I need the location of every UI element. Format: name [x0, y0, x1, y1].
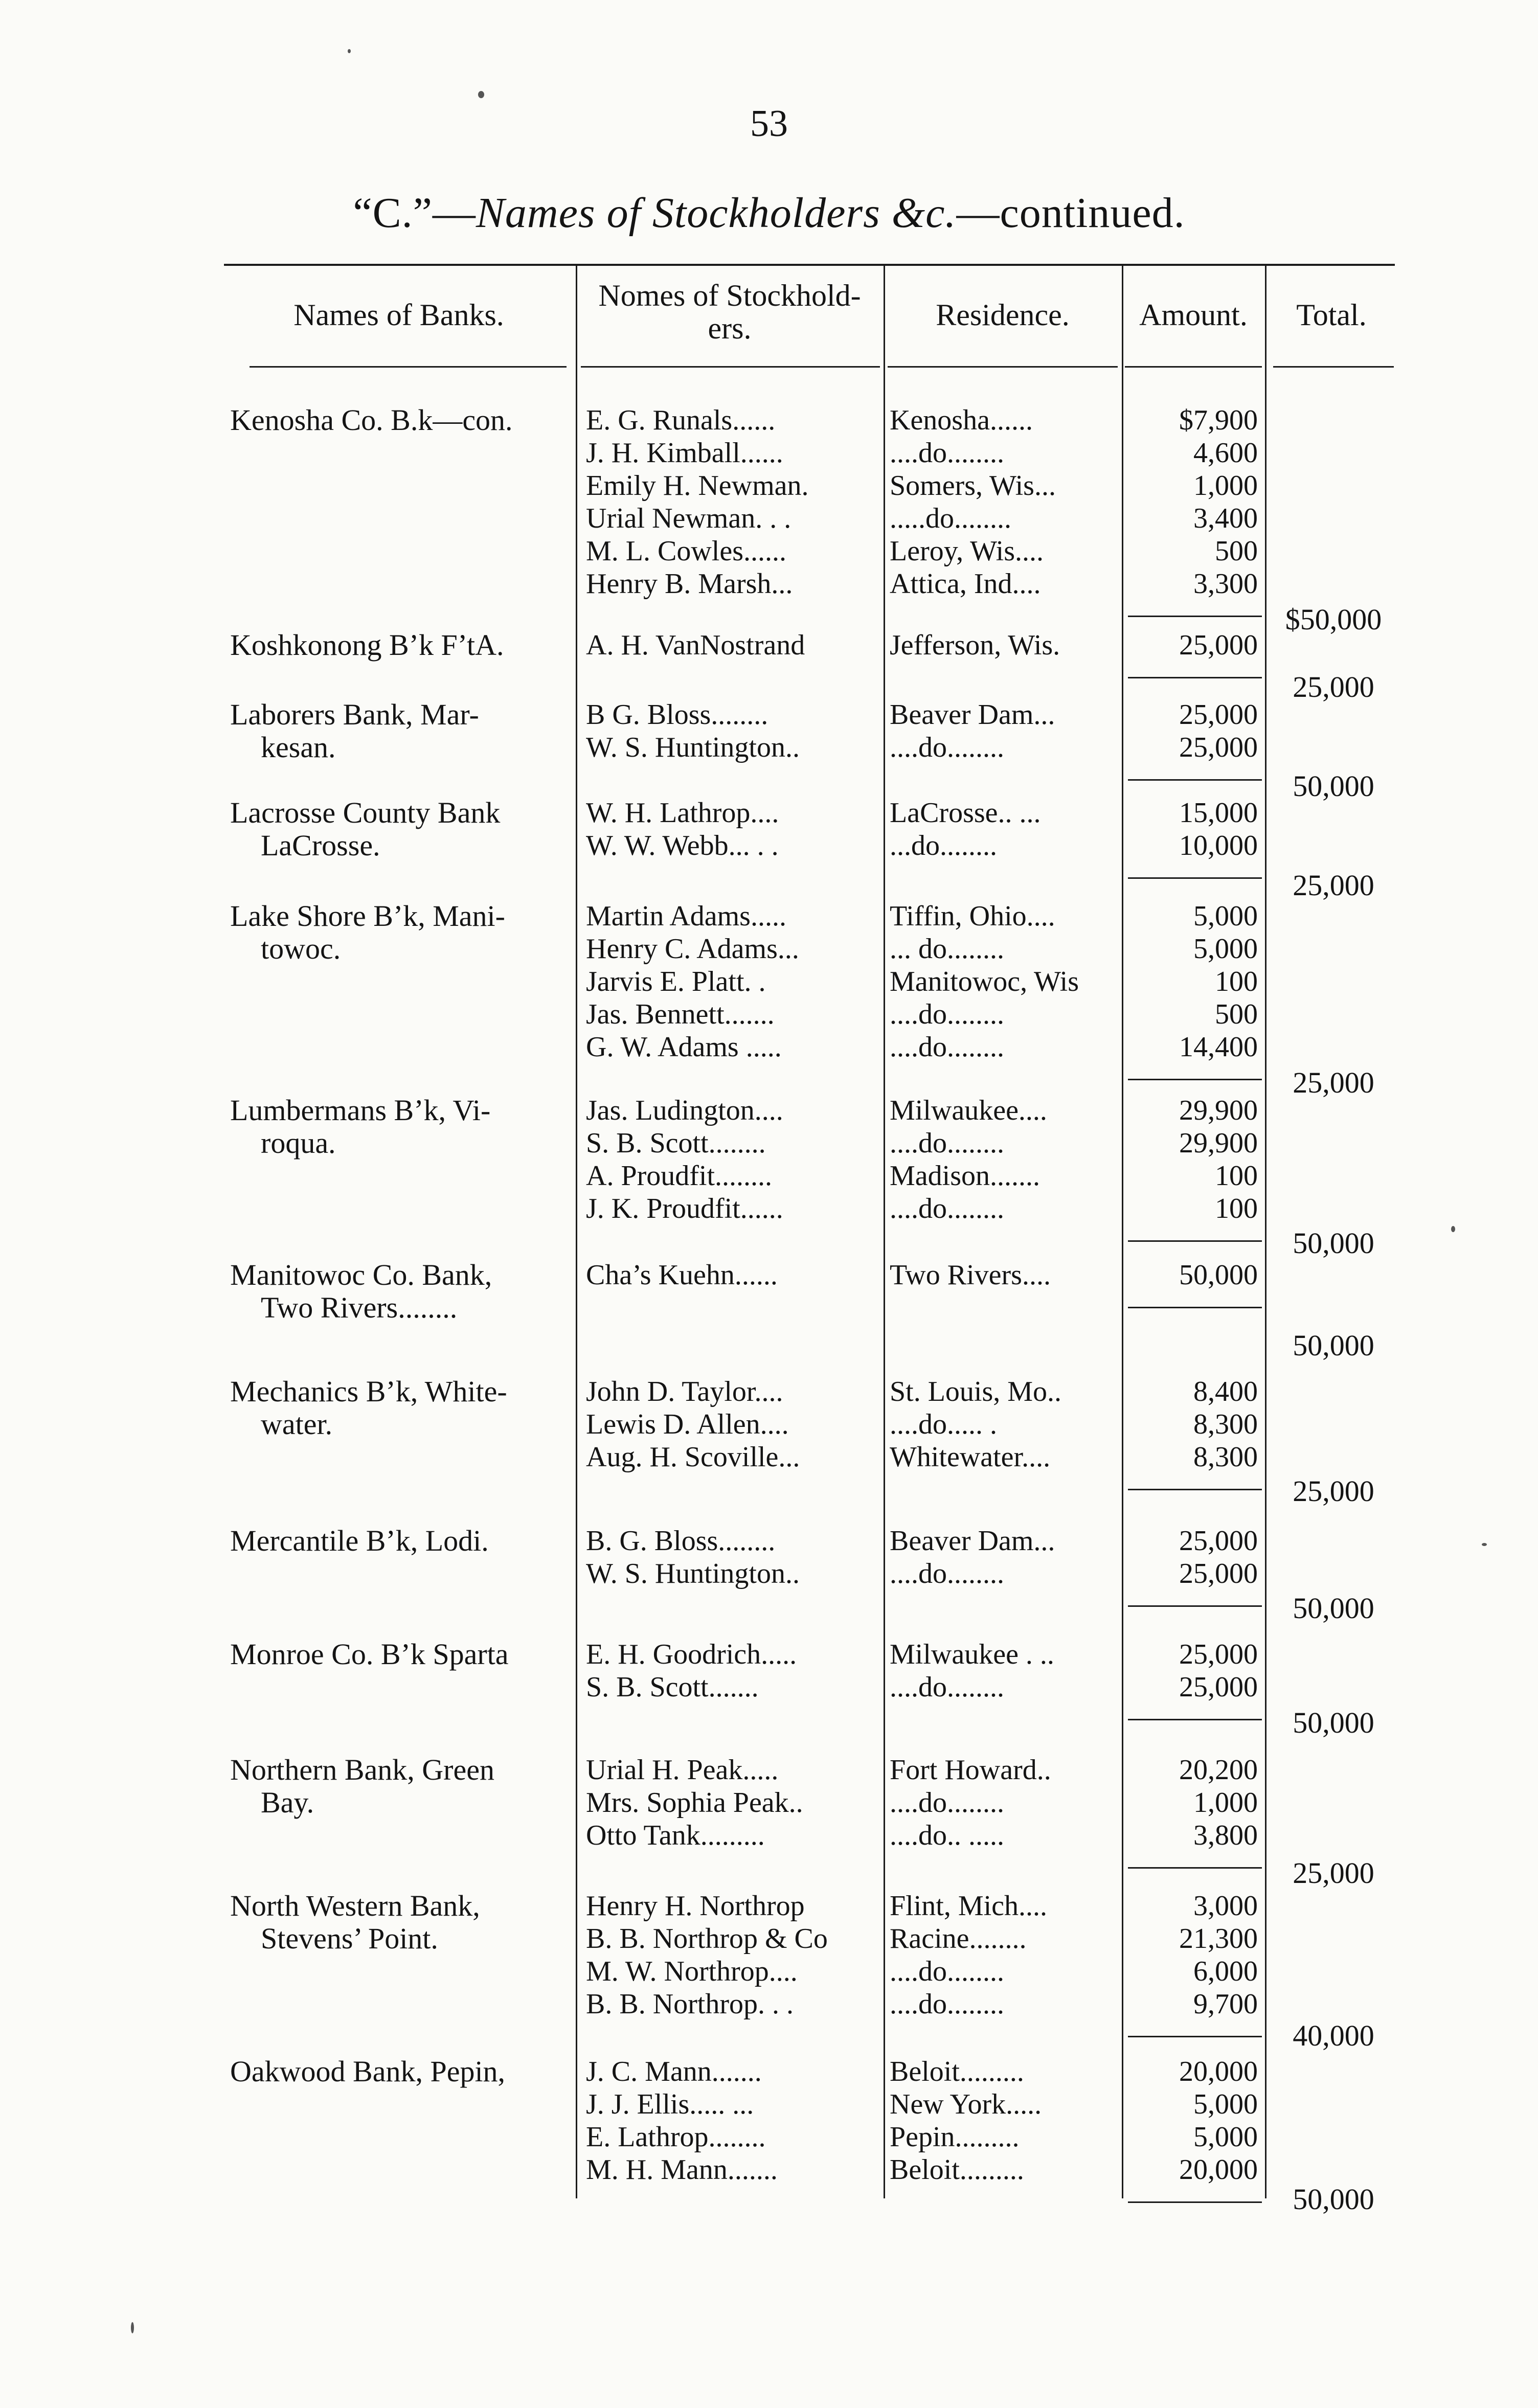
residence: Jefferson, Wis. [890, 629, 1060, 661]
stockholder-name: Urial H. Peak..... [586, 1754, 779, 1786]
scan-speck [1482, 1543, 1487, 1546]
bank-name [230, 1890, 573, 1955]
bank-name-line: Laborers Bank, Mar- [230, 698, 479, 731]
residence: Attica, Ind.... [890, 568, 1041, 600]
amount-subtotal-rule [1128, 1079, 1262, 1080]
stockholder-name: J. C. Mann....... [586, 2056, 762, 2087]
amount-subtotal-rule [1128, 616, 1262, 617]
stockholder-name: E. H. Goodrich..... [586, 1639, 797, 1670]
header-bottom-rule-amount [1125, 366, 1262, 368]
bank-name-line: Koshkonong B’k F’tA. [230, 628, 504, 662]
amount: 20,200 [1179, 1754, 1258, 1786]
stockholder-name: S. B. Scott....... [586, 1671, 759, 1703]
stockholder-name: S. B. Scott........ [586, 1127, 766, 1159]
bank-name-line: water. [261, 1407, 333, 1441]
amount: 50,000 [1179, 1259, 1258, 1291]
stockholder-name: Henry H. Northrop [586, 1890, 805, 1922]
stockholder-name: Otto Tank......... [586, 1820, 765, 1851]
stockholder-name: Martin Adams..... [586, 900, 786, 932]
amount: 10,000 [1179, 830, 1258, 861]
stockholder-name: M. H. Mann....... [586, 2154, 778, 2186]
stockholder-name: Henry B. Marsh... [586, 568, 793, 600]
bank-name-line: kesan. [261, 731, 336, 764]
bank-name-line: Kenosha Co. B.k—con. [230, 403, 513, 437]
stockholder-name: Mrs. Sophia Peak.. [586, 1787, 803, 1819]
amount: 25,000 [1179, 732, 1258, 763]
stockholder-name: Emily H. Newman. [586, 470, 809, 502]
residence: ....do........ [890, 732, 1004, 763]
amount-subtotal-rule [1128, 1240, 1262, 1242]
residence: Beaver Dam... [890, 1525, 1055, 1557]
residence: ....do.. ..... [890, 1820, 1004, 1851]
stockholder-name: J. H. Kimball...... [586, 437, 783, 469]
stockholder-name: Jas. Ludington.... [586, 1095, 783, 1126]
residence: Madison....... [890, 1160, 1040, 1192]
amount: 5,000 [1193, 2121, 1258, 2153]
amount: 21,300 [1179, 1923, 1258, 1955]
residence: ... do........ [890, 933, 1004, 965]
residence: Beloit......... [890, 2154, 1024, 2186]
stockholder-name: E. Lathrop........ [586, 2121, 766, 2153]
header-bottom-rule-bank [250, 366, 567, 368]
bank-name [230, 797, 573, 862]
stockholder-name: A. Proudfit........ [586, 1160, 772, 1192]
residence: ....do........ [890, 437, 1004, 469]
stockholder-name: B. G. Bloss........ [586, 1525, 776, 1557]
residence: Milwaukee . .. [890, 1639, 1054, 1670]
amount: 3,400 [1193, 503, 1258, 534]
residence: Pepin......... [890, 2121, 1020, 2153]
residence: ...do........ [890, 830, 997, 861]
stockholder-name: B. B. Northrop & Co [586, 1923, 828, 1955]
header-bottom-rule-stockholder [581, 366, 880, 368]
bank-name [230, 1259, 573, 1324]
bank-name [230, 1094, 573, 1160]
bank-total: 50,000 [1293, 1329, 1374, 1362]
amount: 3,000 [1193, 1890, 1258, 1922]
residence: Beaver Dam... [890, 699, 1055, 731]
header-residence: Residence. [936, 298, 1070, 332]
bank-total: 50,000 [1293, 769, 1374, 803]
stockholder-name: J. J. Ellis..... ... [586, 2088, 754, 2120]
stockholder-name: B G. Bloss........ [586, 699, 768, 731]
header-top-rule [224, 264, 1395, 266]
bank-total: 50,000 [1293, 2183, 1374, 2216]
bank-name-line: North Western Bank, [230, 1889, 480, 1922]
residence: LaCrosse.. ... [890, 797, 1041, 829]
column-rule-1 [576, 266, 577, 2198]
page-title [0, 188, 1538, 238]
amount: 25,000 [1179, 1525, 1258, 1557]
bank-name-line: LaCrosse. [261, 829, 380, 862]
stockholder-name: Cha’s Kuehn...... [586, 1259, 778, 1291]
bank-total: 25,000 [1293, 1856, 1374, 1890]
bank-name [230, 698, 573, 764]
amount-subtotal-rule [1128, 877, 1262, 879]
bank-name-line: towoc. [261, 932, 341, 965]
amount: 14,400 [1179, 1031, 1258, 1063]
residence: St. Louis, Mo.. [890, 1376, 1062, 1407]
title-prefix: “C.”— [353, 189, 476, 237]
bank-name-line: Two Rivers........ [261, 1291, 458, 1324]
amount: 25,000 [1179, 629, 1258, 661]
amount-subtotal-rule [1128, 1489, 1262, 1490]
residence: ....do........ [890, 1787, 1004, 1819]
bank-total: 25,000 [1293, 869, 1374, 902]
residence: Somers, Wis... [890, 470, 1056, 502]
bank-name-line: Manitowoc Co. Bank, [230, 1258, 492, 1291]
amount: 25,000 [1179, 1671, 1258, 1703]
residence: ....do........ [890, 1127, 1004, 1159]
residence: Whitewater.... [890, 1441, 1051, 1473]
amount: 1,000 [1193, 1787, 1258, 1819]
residence: ....do........ [890, 1956, 1004, 1987]
residence: Leroy, Wis.... [890, 535, 1044, 567]
bank-name [230, 1754, 573, 1819]
bank-name [230, 900, 573, 965]
amount: 6,000 [1193, 1956, 1258, 1987]
stockholder-name: Jas. Bennett....... [586, 998, 775, 1030]
residence: ....do........ [890, 1031, 1004, 1063]
amount: 5,000 [1193, 900, 1258, 932]
amount-subtotal-rule [1128, 1307, 1262, 1308]
scan-speck [1451, 1226, 1455, 1232]
title-italic: Names of Stockholders &c. [476, 189, 957, 237]
amount: $7,900 [1179, 404, 1258, 436]
bank-total: 40,000 [1293, 2019, 1374, 2052]
header-stockholders [576, 279, 884, 345]
amount: 29,900 [1179, 1095, 1258, 1126]
amount: 29,900 [1179, 1127, 1258, 1159]
amount: 5,000 [1193, 2088, 1258, 2120]
amount: 4,600 [1193, 437, 1258, 469]
amount: 8,300 [1193, 1441, 1258, 1473]
residence: Two Rivers.... [890, 1259, 1051, 1291]
amount-subtotal-rule [1128, 1605, 1262, 1607]
residence: ....do........ [890, 1988, 1004, 2020]
residence: ....do........ [890, 1193, 1004, 1224]
amount-subtotal-rule [1128, 779, 1262, 781]
stockholder-name: B. B. Northrop. . . [586, 1988, 794, 2020]
bank-name-line: roqua. [261, 1126, 336, 1160]
stockholder-name: W. W. Webb... . . [586, 830, 779, 861]
stockholder-name: W. S. Huntington.. [586, 732, 800, 763]
residence: Fort Howard.. [890, 1754, 1051, 1786]
bank-name-line: Oakwood Bank, Pepin, [230, 2055, 506, 2088]
bank-name [230, 404, 573, 437]
stockholder-name: E. G. Runals...... [586, 404, 776, 436]
amount: 15,000 [1179, 797, 1258, 829]
stockholder-name: Urial Newman. . . [586, 503, 791, 534]
scan-speck [131, 2322, 134, 2333]
residence: ....do..... . [890, 1409, 997, 1440]
residence: Manitowoc, Wis [890, 966, 1079, 997]
bank-name [230, 1525, 573, 1557]
stockholder-name: John D. Taylor.... [586, 1376, 783, 1407]
bank-name [230, 1638, 573, 1671]
stockholder-name: Jarvis E. Platt. . [586, 966, 766, 997]
bank-total: 50,000 [1293, 1226, 1374, 1260]
residence: Racine........ [890, 1923, 1027, 1955]
amount: 25,000 [1179, 1558, 1258, 1589]
residence: ....do........ [890, 1558, 1004, 1589]
scan-speck [348, 49, 351, 53]
residence: ....do........ [890, 1671, 1004, 1703]
amount: 100 [1215, 966, 1258, 997]
title-suffix: —continued. [956, 189, 1185, 237]
residence: Tiffin, Ohio.... [890, 900, 1055, 932]
amount-subtotal-rule [1128, 2201, 1262, 2203]
bank-name-line: Monroe Co. B’k Sparta [230, 1638, 509, 1671]
amount: 1,000 [1193, 470, 1258, 502]
header-stockholders-line1: Nomes of Stockhold- [598, 279, 861, 312]
amount: 100 [1215, 1193, 1258, 1224]
stockholder-name: M. W. Northrop.... [586, 1956, 798, 1987]
stockholder-name: Lewis D. Allen.... [586, 1409, 789, 1440]
residence: Beloit......... [890, 2056, 1024, 2087]
amount-subtotal-rule [1128, 1719, 1262, 1720]
bank-name [230, 1375, 573, 1441]
amount: 3,300 [1193, 568, 1258, 600]
header-names-of-banks: Names of Banks. [293, 298, 504, 332]
stockholder-name: W. S. Huntington.. [586, 1558, 800, 1589]
header-bottom-rule-total [1273, 366, 1394, 368]
amount: 100 [1215, 1160, 1258, 1192]
stockholder-name: J. K. Proudfit...... [586, 1193, 783, 1224]
amount: 500 [1215, 998, 1258, 1030]
bank-total: 25,000 [1293, 670, 1374, 703]
amount-subtotal-rule [1128, 677, 1262, 678]
amount-subtotal-rule [1128, 2036, 1262, 2037]
header-bottom-rule-residence [888, 366, 1118, 368]
amount: 8,300 [1193, 1409, 1258, 1440]
stockholder-name: M. L. Cowles...... [586, 535, 786, 567]
page-number: 53 [750, 103, 788, 145]
amount: 20,000 [1179, 2056, 1258, 2087]
header-stockholders-line2: ers. [708, 311, 752, 345]
column-rule-2 [884, 266, 885, 2198]
bank-name-line: Northern Bank, Green [230, 1753, 494, 1786]
bank-name-line: Mechanics B’k, White- [230, 1375, 507, 1408]
amount: 9,700 [1193, 1988, 1258, 2020]
amount: 500 [1215, 535, 1258, 567]
header-total: Total. [1296, 298, 1367, 332]
bank-name-line: Bay. [261, 1786, 314, 1819]
stockholder-name: W. H. Lathrop.... [586, 797, 779, 829]
stockholder-name: Aug. H. Scoville... [586, 1441, 800, 1473]
stockholder-name: A. H. VanNostrand [586, 629, 805, 661]
amount: 5,000 [1193, 933, 1258, 965]
amount: 8,400 [1193, 1376, 1258, 1407]
residence: Kenosha...... [890, 404, 1033, 436]
amount: 25,000 [1179, 699, 1258, 731]
stockholder-name: G. W. Adams ..... [586, 1031, 782, 1063]
amount: 25,000 [1179, 1639, 1258, 1670]
bank-name [230, 629, 573, 662]
bank-name-line: Mercantile B’k, Lodi. [230, 1524, 489, 1557]
column-rule-4 [1265, 266, 1266, 2198]
bank-name-line: Lake Shore B’k, Mani- [230, 899, 505, 933]
bank-total: $50,000 [1285, 603, 1382, 636]
scan-speck [478, 91, 484, 98]
bank-total: 50,000 [1293, 1592, 1374, 1625]
residence: Flint, Mich.... [890, 1890, 1048, 1922]
bank-name-line: Lumbermans B’k, Vi- [230, 1094, 491, 1127]
bank-total: 25,000 [1293, 1474, 1374, 1508]
residence: ....do........ [890, 998, 1004, 1030]
amount: 20,000 [1179, 2154, 1258, 2186]
stockholder-name: Henry C. Adams... [586, 933, 799, 965]
residence: .....do........ [890, 503, 1011, 534]
bank-name-line: Stevens’ Point. [261, 1922, 438, 1955]
bank-name-line: Lacrosse County Bank [230, 796, 501, 829]
bank-name [230, 2055, 573, 2088]
bank-total: 50,000 [1293, 1706, 1374, 1739]
bank-total: 25,000 [1293, 1066, 1374, 1099]
residence: Milwaukee.... [890, 1095, 1047, 1126]
header-amount: Amount. [1139, 298, 1248, 332]
amount-subtotal-rule [1128, 1867, 1262, 1869]
amount: 3,800 [1193, 1820, 1258, 1851]
residence: New York..... [890, 2088, 1042, 2120]
